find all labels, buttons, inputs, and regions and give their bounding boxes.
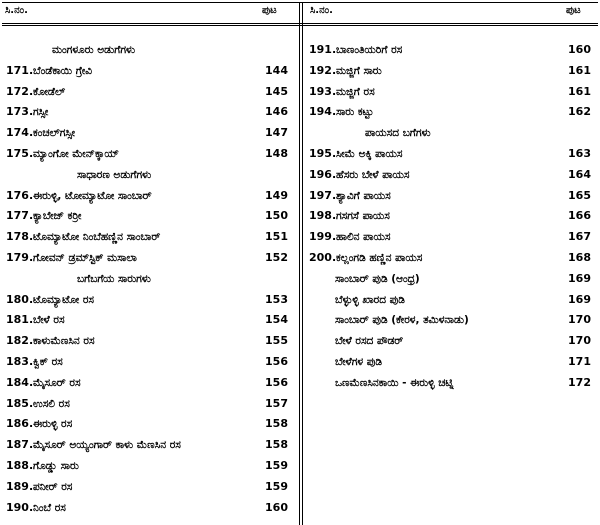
entry-page: 160 xyxy=(568,43,591,56)
entry-title: ಈರುಳ್ಳಿ, ಟೋಮ್ಯಾಟೋ ಸಾಂಬಾರ್ xyxy=(33,189,152,202)
entry-page: 161 xyxy=(568,63,591,77)
toc-entry xyxy=(2,310,292,331)
toc-entry xyxy=(2,227,292,248)
entry-number: 198. xyxy=(309,209,337,223)
toc-entry xyxy=(2,123,292,144)
right-column xyxy=(305,40,595,394)
entry-title: ಉಸಲಿ ರಸ xyxy=(33,397,70,410)
entry-page: 170 xyxy=(568,334,591,348)
entry-number: 200. xyxy=(309,250,337,264)
toc-entry xyxy=(305,352,595,373)
entry-number: 174. xyxy=(6,126,34,140)
toc-entry xyxy=(305,82,595,103)
entry-page: 146 xyxy=(265,105,288,119)
entry-number: 188. xyxy=(6,458,34,472)
entry-number: 185. xyxy=(6,396,34,410)
entry-page: 161 xyxy=(568,84,591,98)
entry-title: ಕಲ್ಲಂಗಡಿ ಹಣ್ಣಿನ ಪಾಯಸ xyxy=(336,251,423,264)
entry-page: 156 xyxy=(265,375,288,389)
entry-title: ಮಜ್ಜಿಗೆ ರಸ xyxy=(336,85,375,98)
section-heading xyxy=(2,165,292,186)
toc-entry xyxy=(2,290,292,311)
entry-number: 193. xyxy=(309,84,337,98)
toc-entry xyxy=(2,61,292,82)
toc-entry xyxy=(2,206,292,227)
toc-entry xyxy=(2,82,292,103)
entry-page: 154 xyxy=(265,313,288,327)
entry-number: 186. xyxy=(6,417,34,431)
entry-number: 176. xyxy=(6,188,34,202)
entry-number: 171. xyxy=(6,63,34,77)
entry-page: 159 xyxy=(265,479,288,493)
toc-entry xyxy=(2,477,292,498)
entry-page: 145 xyxy=(265,84,288,98)
entry-title: ಕ್ಯಾಬೇಜ್ ಕರ್‍ರೀ xyxy=(33,210,82,223)
entry-number: 192. xyxy=(309,63,337,77)
column-divider xyxy=(299,2,300,525)
entry-title: ಕೋಡೆಲ್ xyxy=(33,85,66,98)
toc-entry xyxy=(2,352,292,373)
entry-title: ಬೇಳೆ ರಸ xyxy=(33,314,65,327)
toc-entry xyxy=(2,394,292,415)
toc-entry xyxy=(305,40,595,61)
entry-page: 159 xyxy=(265,458,288,472)
toc-entry xyxy=(2,414,292,435)
entry-page: 158 xyxy=(265,417,288,431)
entry-title: ಗೋವನ್ ಡ್ರಮ್‌ಸ್ಟಿಕ್ ಮಸಾಲಾ xyxy=(33,251,137,264)
toc-entry xyxy=(305,290,595,311)
entry-page: 160 xyxy=(265,500,288,514)
entry-title: ಹೆಸರು ಬೇಳೆ ಪಾಯಸ xyxy=(336,168,410,181)
toc-entry xyxy=(2,373,292,394)
entry-title: ಶ್ಯಾವಿಗೆ ಪಾಯಸ xyxy=(336,189,391,202)
entry-page: 151 xyxy=(265,230,288,244)
entry-page: 157 xyxy=(265,396,288,410)
entry-title: ಕಾಳುಮೆಣಸಿನ ರಸ xyxy=(33,335,95,348)
right-page-header: ಪುಟ xyxy=(566,5,581,16)
entry-title: ಪನೀರ್ ರಸ xyxy=(33,480,73,493)
entry-page: 152 xyxy=(265,250,288,264)
left-page-header: ಪುಟ xyxy=(262,5,277,16)
entry-page: 167 xyxy=(568,230,591,244)
entry-page: 172 xyxy=(568,375,591,389)
section-title: ಬಗೆಬಗೆಯ ಸಾರುಗಳು xyxy=(77,272,151,285)
toc-entry xyxy=(2,456,292,477)
toc-entry xyxy=(305,248,595,269)
entry-number: 177. xyxy=(6,209,34,223)
entry-number: 195. xyxy=(309,146,337,160)
entry-title: ಬೇಳೆ ರಸದ ಪೌಡರ್ xyxy=(335,335,404,348)
entry-page: 155 xyxy=(265,334,288,348)
section-title: ಮಂಗಳೂರು ಅಡುಗೆಗಳು xyxy=(52,44,136,56)
toc-entry xyxy=(2,248,292,269)
entry-title: ಈರುಳ್ಳಿ ರಸ xyxy=(33,418,73,431)
entry-title: ಒಣಮೆಣಸಿನಕಾಯಿ - ಈರುಳ್ಳಿ ಚಟ್ನಿ xyxy=(335,376,454,389)
entry-title: ಹಾಲಿನ ಪಾಯಸ xyxy=(336,231,391,244)
toc-entry xyxy=(2,102,292,123)
entry-page: 169 xyxy=(568,292,591,306)
entry-page: 148 xyxy=(265,146,288,160)
entry-page: 163 xyxy=(568,146,591,160)
entry-title: ಬೇಳೆಗಳ ಪುಡಿ xyxy=(335,355,382,368)
entry-title: ಟೊಮ್ಯಾಟೋ ರಸ xyxy=(33,293,94,306)
entry-number: 183. xyxy=(6,354,34,368)
toc-entry xyxy=(305,227,595,248)
entry-page: 164 xyxy=(568,167,591,181)
header-double-rule xyxy=(2,23,598,26)
entry-title: ಬಾಣಂತಿಯರಿಗೆ ರಸ xyxy=(336,44,403,56)
left-sno-header: ಸಿ.ನಂ. xyxy=(5,5,28,16)
toc-entry xyxy=(2,144,292,165)
toc-entry xyxy=(305,206,595,227)
entry-number: 199. xyxy=(309,230,337,244)
toc-entry xyxy=(305,165,595,186)
entry-title: ಸಾರು ಕಟ್ಟು xyxy=(336,106,374,119)
entry-page: 166 xyxy=(568,209,591,223)
left-column xyxy=(2,40,292,518)
entry-page: 170 xyxy=(568,313,591,327)
entry-title: ಸಾಂಬಾರ್ ಪುಡಿ (ಆಂಧ್ರ) xyxy=(335,272,420,285)
entry-title: ಬೆಂಡೆಕಾಯಿ ಗ್ರೇವಿ xyxy=(33,64,93,77)
entry-page: 169 xyxy=(568,271,591,285)
entry-title: ನಿಂಬೆ ರಸ xyxy=(33,501,66,514)
toc-entry xyxy=(2,331,292,352)
entry-page: 168 xyxy=(568,250,591,264)
entry-page: 156 xyxy=(265,354,288,368)
entry-title: ಗಸ್ಸೀ xyxy=(33,106,49,119)
toc-entry xyxy=(305,331,595,352)
entry-page: 165 xyxy=(568,188,591,202)
toc-entry xyxy=(2,498,292,519)
toc-entry xyxy=(305,144,595,165)
entry-page: 149 xyxy=(265,188,288,202)
entry-number: 196. xyxy=(309,167,337,181)
section-heading xyxy=(2,269,292,290)
toc-entry xyxy=(2,186,292,207)
section-heading xyxy=(305,123,595,144)
entry-title: ಮ್ಯಾಂಗೋ ಮೇನ್‌ಕ್ಕಾಯ್ xyxy=(33,147,120,160)
entry-title: ಬೆಳ್ಳುಳ್ಳಿ ಖಾರದ ಪುಡಿ xyxy=(335,293,405,306)
entry-page: 153 xyxy=(265,292,288,306)
section-title: ಸಾಧಾರಣ ಅಡುಗೆಗಳು xyxy=(77,168,152,181)
toc-entry xyxy=(305,269,595,290)
entry-number: 180. xyxy=(6,292,34,306)
entry-page: 147 xyxy=(265,126,288,140)
column-divider-inner xyxy=(302,2,303,525)
entry-title: ಮೈಸೂರ್ ಅಯ್ಯಂಗಾರ್ ಕಾಳು ಮೆಣಸಿನ ರಸ xyxy=(33,439,181,452)
toc-entry xyxy=(305,373,595,394)
section-heading xyxy=(2,40,292,61)
entry-title: ಗಸಗಸೆ ಪಾಯಸ xyxy=(336,210,390,223)
entry-number: 189. xyxy=(6,479,34,493)
entry-number: 175. xyxy=(6,146,34,160)
entry-number: 178. xyxy=(6,230,34,244)
entry-title: ಸಾಂಬಾರ್ ಪುಡಿ (ಕೇರಳ, ತಮಿಳನಾಡು) xyxy=(335,314,469,327)
entry-title: ಕಂಚಲ್‌ಗಸ್ಸೀ xyxy=(33,127,76,140)
entry-number: 179. xyxy=(6,250,34,264)
entry-number: 173. xyxy=(6,105,34,119)
toc-entry xyxy=(305,61,595,82)
toc-entry xyxy=(305,310,595,331)
section-title: ಪಾಯಸದ ಬಗೆಗಳು xyxy=(365,127,431,140)
entry-title: ಮೈಸೂರ್ ರಸ xyxy=(33,376,81,389)
entry-number: 197. xyxy=(309,188,337,202)
entry-number: 184. xyxy=(6,375,34,389)
entry-number: 172. xyxy=(6,84,34,98)
entry-title: ಮಜ್ಜಿಗೆ ಸಾರು xyxy=(336,64,382,77)
entry-number: 182. xyxy=(6,334,34,348)
entry-title: ಕ್ವಿಕ್ ರಸ xyxy=(33,355,63,368)
entry-page: 150 xyxy=(265,209,288,223)
toc-entry xyxy=(305,186,595,207)
entry-number: 194. xyxy=(309,105,337,119)
entry-page: 158 xyxy=(265,438,288,452)
entry-page: 162 xyxy=(568,105,591,119)
entry-number: 187. xyxy=(6,438,34,452)
entry-title: ಸೀಮೆ ಅಕ್ಕಿ ಪಾಯಸ xyxy=(336,147,403,160)
right-sno-header: ಸಿ.ನಂ. xyxy=(310,5,333,16)
toc-entry xyxy=(305,102,595,123)
entry-number: 191. xyxy=(309,43,337,56)
entry-title: ಗೊಡ್ಡು ಸಾರು xyxy=(33,459,79,472)
entry-title: ಟೊಮ್ಯಾಟೋ ನಿಂಬೆಹಣ್ಣಿನ ಸಾಂಬಾರ್ xyxy=(33,231,161,244)
entry-number: 181. xyxy=(6,313,34,327)
entry-page: 171 xyxy=(568,354,591,368)
entry-page: 144 xyxy=(265,63,288,77)
toc-entry xyxy=(2,435,292,456)
top-rule xyxy=(2,2,598,3)
entry-number: 190. xyxy=(6,500,34,514)
